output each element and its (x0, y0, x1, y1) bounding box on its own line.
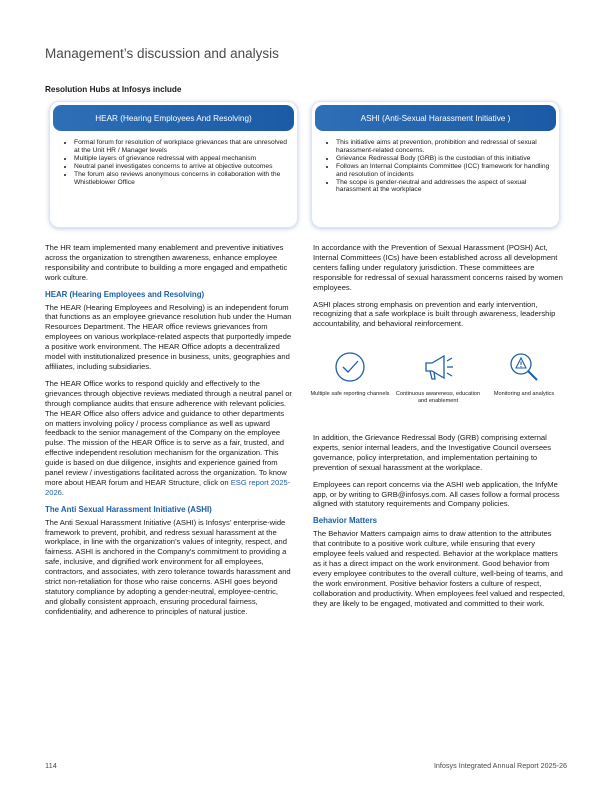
esg-report-link[interactable]: ESG report 2025-2026 (45, 477, 291, 497)
icon-item (307, 350, 393, 398)
report-name: Infosys Integrated Annual Report 2025-26 (433, 761, 567, 770)
icon-item (395, 350, 481, 404)
magnifier-warning-icon (507, 350, 541, 384)
reporting-paragraph: Employees can report concerns via the ASHI web application, the InfyMe app, or by writing to GRB@infosys.com. All cases follow a formal process aligned with statutory requirements and Company policies. (313, 479, 560, 509)
ashi-icon-row (310, 350, 563, 412)
hubs-label: Resolution Hubs at Infosys include (45, 85, 182, 94)
ashi-card-list (336, 139, 553, 194)
behavior-matters-paragraph: The Behavior Matters campaign aims to draw attention to the attributes that contribute to a positive work culture, while ensuring that every employee feels valued and respected. Behavior at the workplace matters as it has a direct impact on the work environment. Good behavior from every employee contributes to the overall culture, well-being of teams, and the work environment. Positive behavior fosters a culture of respect, collaboration and productivity. When employees feel valued and respected, they are likely to be engaged, motivated and committed to their work. (313, 529, 565, 608)
hear-card-list (74, 139, 291, 186)
page-section-title: Management’s discussion and analysis (45, 46, 279, 61)
list-item: • Multiple layers of grievance redressal with appeal mechanism (74, 155, 291, 163)
hear-card (49, 101, 298, 228)
list-item: • The scope is gender-neutral and addresses the aspect of sexual harassment at the workplace (336, 179, 553, 195)
ashi-card-title: ASHI (Anti-Sexual Harassment Initiative ) (315, 105, 556, 131)
right-column-top (313, 243, 565, 336)
ashi-paragraph: The Anti Sexual Harassment Initiative (ASHI) is Infosys’ enterprise-wide framework to prevent, prohibit, and redress sexual harassment at the workplace, in line with the organization’s values of integrity, respect, and fairness. ASHI is anchored in the Company’s commitment to providing a safe, inclusive, and dignified work environment for all employees, contractors, and associates, with zero tolerance towards harassment and strict non-retaliation for those who raise concerns. ASHI goes beyond statutory compliance by adopting a gender-neutral, employee-centric, and globally consistent approach, ensuring procedural fairness, confidentiality, and adherence to principles of natural justice. (45, 517, 291, 616)
icon-label: Monitoring and analytics (493, 391, 555, 397)
grb-paragraph: In addition, the Grievance Redressal Body (GRB) comprising external experts, senior internal leaders, and the Investigative Council oversees governance, policy interpretation, and implementation pertaining to prevention of sexual harassment at the workplace. (313, 433, 552, 472)
hear-paragraph-2: The HEAR Office works to respond quickly and effectively to the grievances through objective reviews mediated through a neutral panel or through compliance audits that ensure adherence with relevant policies. The HEAR Office also offers advice and guidance to other departments on matters involving policy / process compliance as well as upward feedback to the senior management of the Company on the employee pulse. The mission of the HEAR Office is to serve as a fair, trusted, and effective independent resolution mechanism for the organization. This guide is based on due diligence, insights and experience gained from panel review / investigations facilitated across the organization. To know more about HEAR forum and HEAR Structure, click on ESG report 2025-2026. (45, 378, 292, 497)
list-item: • This initiative aims at prevention, prohibition and redressal of sexual harassment-related concerns. (336, 139, 553, 155)
posh-paragraph: In accordance with the Prevention of Sexual Harassment (POSH) Act, Internal Committees (ICs) have been established across all development centers falling under regulatory jurisdiction. These committees are responsible for redressal of sexual harassment concerns raised by women employees. (313, 243, 563, 292)
megaphone-icon (418, 350, 458, 384)
ashi-card (311, 101, 560, 228)
icon-label: Continuous awareness, education and enablement (395, 391, 481, 404)
hear-paragraph-1: The HEAR (Hearing Employees and Resolving) is an independent forum that functions as an employee grievance resolution hub under the Human Resources Department. The HEAR office reviews grievances from employees on various workplace-related aspects that purportedly impede a positive work environment. The HEAR Office adopts a decentralized model with institutionalized presence in business, units, geographies and affiliates, including subsidiaries. (45, 302, 292, 371)
list-item: • The forum also reviews anonymous concerns in collaboration with the Whistleblower Office (74, 171, 291, 187)
list-item: • Formal forum for resolution of workplace grievances that are unresolved at the Unit HR / Manager levels (74, 139, 291, 155)
list-item: • Neutral panel investigates concerns to arrive at objective outcomes (74, 163, 291, 171)
left-column (45, 243, 292, 624)
page-number: 114 (45, 761, 57, 770)
hear-heading: HEAR (Hearing Employees and Resolving) (45, 289, 205, 299)
icon-label: Multiple safe reporting channels (310, 391, 390, 397)
behavior-matters-heading: Behavior Matters (313, 516, 378, 526)
check-circle-icon (333, 350, 367, 384)
hear-card-title: HEAR (Hearing Employees And Resolving) (53, 105, 294, 131)
right-column-bottom (313, 433, 565, 616)
prevention-paragraph: ASHI places strong emphasis on prevention and early intervention, recognizing that a safe workplace is built through awareness, leadership accountability, and behavioral reinforcement. (313, 299, 556, 329)
list-item: • Follows an Internal Complaints Committee (ICC) framework for handling and resolution of incidents (336, 163, 553, 179)
ashi-heading: The Anti Sexual Harassment Initiative (ASHI) (45, 504, 212, 514)
hear-paragraph-2-text: The HEAR Office works to respond quickly and effectively to the grievances through objective reviews mediated through a neutral panel or through compliance audits that ensure adherence with relevant policies. The HEAR Office also offers advice and guidance to other departments on matters involving policy / process compliance as well as upward feedback to the senior management of the Company on the employee pulse. The mission of the HEAR Office is to serve as a fair, trusted, and effective independent resolution mechanism for the organization. This guide is based on due diligence, insights and experience gained from panel review / investigations facilitated across the organization. To know more about HEAR forum and HEAR Structure, click on (45, 378, 292, 487)
list-item: • Grievance Redressal Body (GRB) is the custodian of this initiative (336, 155, 553, 163)
icon-item (481, 350, 567, 398)
intro-paragraph: The HR team implemented many enablement and preventive initiatives across the organization to strengthen awareness, enhance employee responsibility and contribute to building a more engaged and empathetic work culture. (45, 243, 288, 282)
